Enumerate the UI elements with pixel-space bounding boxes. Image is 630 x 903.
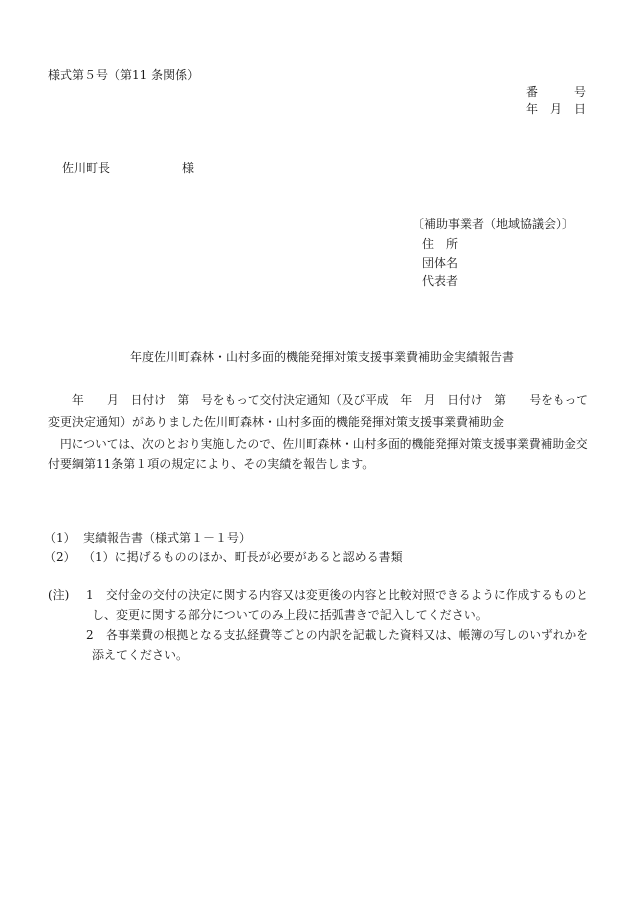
note-number: 2 — [86, 628, 94, 642]
attachment-number: （1） — [44, 531, 76, 545]
addressee: 佐川町長 様 — [62, 161, 195, 175]
applicant-organization-label: 団体名 — [422, 256, 459, 270]
note-text: 添えてください。 — [92, 648, 189, 662]
form-number: 様式第５号（第11 条関係） — [48, 68, 200, 82]
applicant-category: 〔補助事業者（地域協議会）〕 — [412, 217, 575, 231]
note-number: 1 — [86, 588, 94, 602]
notes-label: (注) — [48, 588, 70, 602]
body-line-4: 付要綱第11条第１項の規定により、その実績を報告します。 — [48, 457, 375, 471]
document-title: 年度佐川町森林・山村多面的機能発揮対策支援事業費補助金実績報告書 — [130, 350, 515, 364]
note-text: し、変更に関する部分についてのみ上段に括弧書きで記入してください。 — [92, 608, 488, 622]
note-text: 各事業費の根拠となる支払経費等ごとの内訳を記載した資料又は、帳簿の写しのいずれかを — [106, 628, 589, 642]
document-number-label: 番 号 — [526, 85, 587, 99]
applicant-representative-label: 代表者 — [422, 274, 459, 288]
body-line-1: 年 月 日付け 第 号をもって交付決定通知（及び平成 年 月 日付け 第 号をもって — [72, 393, 589, 407]
attachment-number: （2） — [44, 550, 76, 564]
body-line-2: 変更決定通知）がありました佐川町森林・山村多面的機能発揮対策支援事業費補助金 — [48, 415, 505, 429]
attachment-text: （1）に掲げるもののほか、町長が必要があると認める書類 — [83, 550, 403, 564]
date-label: 年 月 日 — [526, 102, 587, 116]
attachment-text: 実績報告書（様式第１－１号） — [83, 531, 252, 545]
body-line-3: 円については、次のとおり実施したので、佐川町森林・山村多面的機能発揮対策支援事業費補助金交 — [60, 437, 588, 451]
applicant-address-label: 住 所 — [422, 237, 459, 251]
note-text: 交付金の交付の決定に関する内容又は変更後の内容と比較対照できるように作成するものと — [106, 588, 589, 602]
